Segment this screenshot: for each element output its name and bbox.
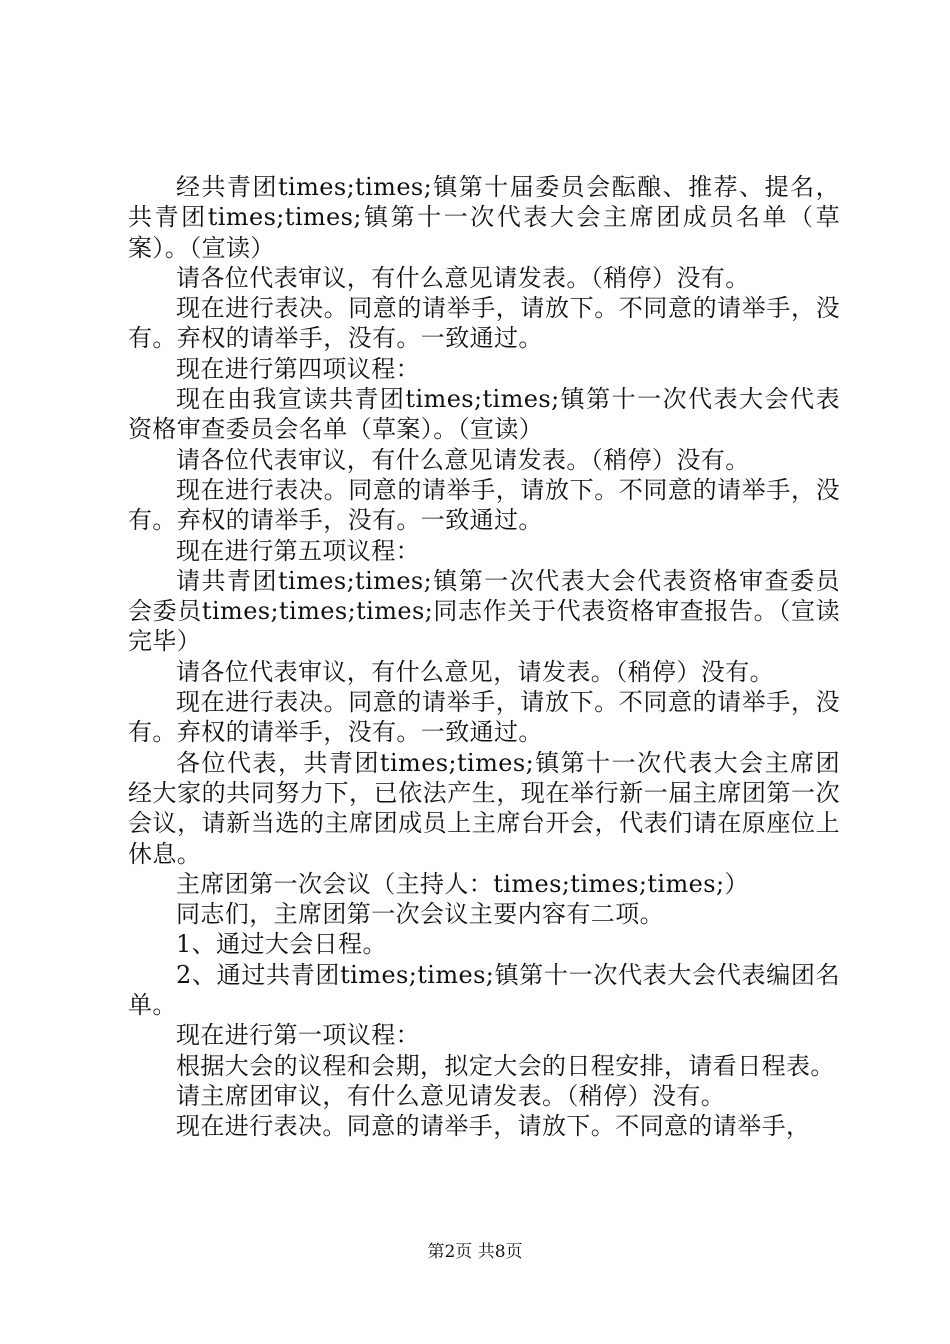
paragraph: 请主席团审议，有什么意见请发表。（稍停）没有。 xyxy=(176,1081,726,1110)
paragraph: 请各位代表审议，有什么意见请发表。（稍停）没有。 xyxy=(176,445,750,474)
paragraph: 现在进行表决。同意的请举手，请放下。不同意的请举手，没有。弃权的请举手，没有。一致通过。 xyxy=(128,294,840,353)
paragraph: 主席团第一次会议（主持人：times;times;times;） xyxy=(176,869,749,898)
paragraph: 请各位代表审议，有什么意见请发表。（稍停）没有。 xyxy=(176,263,750,292)
paragraph: 经共青团times;times;镇第十届委员会酝酿、推荐、提名，共青团times;times;镇第十一次代表大会主席团成员名单（草案）。（宣读） xyxy=(128,173,840,262)
paragraph: 现在进行第一项议程： xyxy=(176,1021,420,1050)
paragraph: 各位代表，共青团times;times;镇第十一次代表大会主席团经大家的共同努力下，已依法产生，现在举行新一届主席团第一次会议，请新当选的主席团成员上主席台开会，代表们请在原座位上休息。 xyxy=(128,748,840,868)
page-number-footer: 第2页 共8页 xyxy=(427,1242,523,1262)
paragraph: 现在进行第四项议程： xyxy=(176,354,420,383)
paragraph: 1、通过大会日程。 xyxy=(176,930,387,959)
paragraph: 现在由我宣读共青团times;times;镇第十一次代表大会代表资格审查委员会名单（草案）。（宣读） xyxy=(128,385,840,444)
paragraph: 现在进行第五项议程： xyxy=(176,536,420,565)
paragraph: 根据大会的议程和会期，拟定大会的日程安排，请看日程表。 xyxy=(176,1051,835,1080)
paragraph: 现在进行表决。同意的请举手，请放下。不同意的请举手，没有。弃权的请举手，没有。一致通过。 xyxy=(128,688,840,747)
paragraph: 现在进行表决。同意的请举手，请放下。不同意的请举手，没有。弃权的请举手，没有。一致通过。 xyxy=(128,475,840,535)
paragraph: 请各位代表审议，有什么意见，请发表。（稍停）没有。 xyxy=(176,657,774,686)
paragraph: 2、通过共青团times;times;镇第十一次代表大会代表编团名单。 xyxy=(128,960,840,1020)
paragraph: 同志们，主席团第一次会议主要内容有二项。 xyxy=(176,900,664,929)
paragraph: 现在进行表决。同意的请举手，请放下。不同意的请举手， xyxy=(176,1112,811,1141)
document-body xyxy=(128,172,840,1142)
paragraph: 请共青团times;times;镇第一次代表大会代表资格审查委员会委员times;times;times;同志作关于代表资格审查报告。（宣读完毕） xyxy=(128,566,840,656)
